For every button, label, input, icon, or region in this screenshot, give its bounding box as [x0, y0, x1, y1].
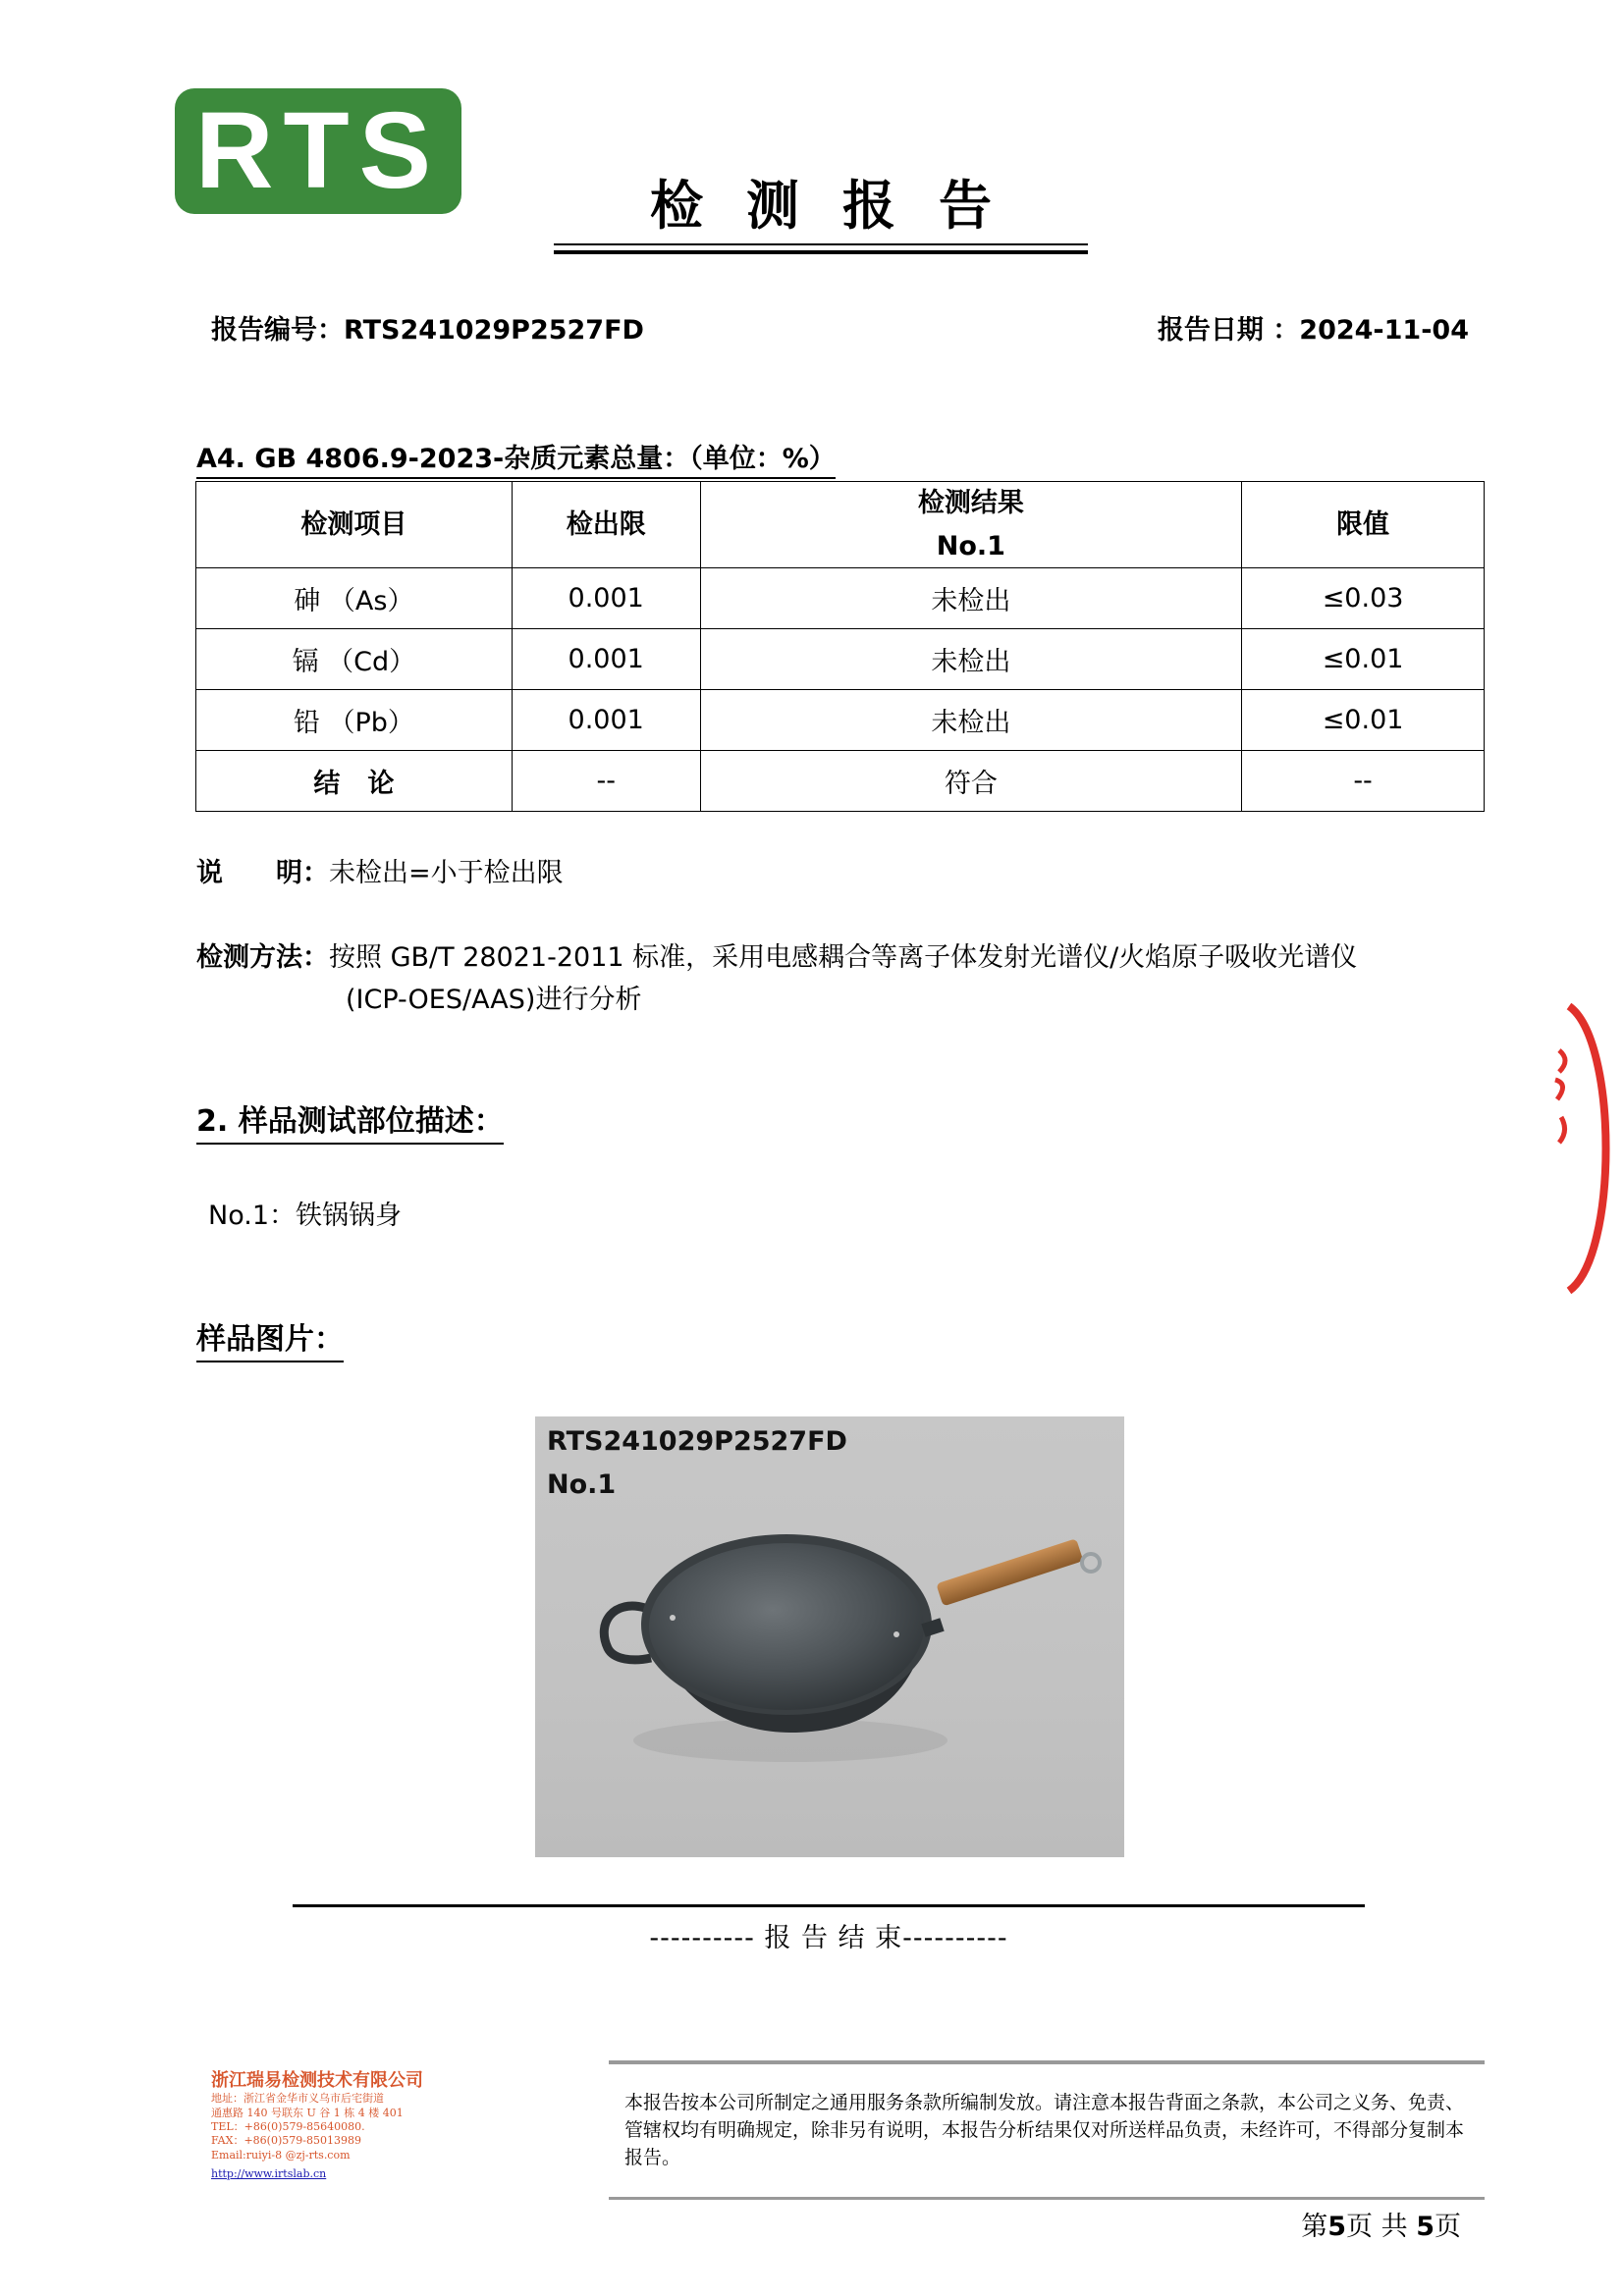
wok-wood-handle [936, 1538, 1083, 1606]
cell-limit: ≤0.03 [1242, 568, 1485, 629]
section-a4-heading: A4. GB 4806.9-2023-杂质元素总量：（单位：%） [196, 444, 836, 479]
end-rule [293, 1904, 1365, 1907]
cell-item [196, 690, 513, 751]
company-website-link[interactable]: http://www.irtslab.cn [211, 2166, 327, 2180]
cell-result: 未检出 [700, 690, 1242, 751]
wok-rivet [893, 1631, 899, 1637]
company-logo [175, 88, 461, 214]
page-number [1301, 2205, 1461, 2243]
report-date-value: 2024-11-04 [1299, 315, 1469, 346]
company-address-2: 通惠路 140 号联东 U 谷 1 栋 4 楼 401 [211, 2106, 404, 2119]
header-item: 检测项目 [196, 482, 513, 568]
item-name: 铅 [293, 708, 320, 738]
report-date-label: 报告日期 ： [1157, 315, 1300, 346]
explanation-label: 说 明： [196, 858, 329, 888]
page-middle: 页 共 [1346, 2212, 1417, 2242]
item-symbol: （Pb） [328, 708, 414, 738]
table-header-row [196, 482, 1485, 568]
wok-inner [649, 1543, 924, 1710]
header-result-label: 检测结果 [917, 488, 1024, 519]
seal-ring [1569, 1006, 1606, 1291]
cell-item [196, 629, 513, 690]
company-email: Email:ruiyi-8 @zj-rts.com [211, 2148, 351, 2162]
seal-characters [1555, 1050, 1565, 1143]
title-rule [554, 243, 1088, 245]
table-row [196, 568, 1485, 629]
method-label: 检测方法： [196, 942, 329, 973]
company-address-1: 地址：浙江省金华市义乌市后宅街道 [211, 2092, 384, 2106]
cell-conclusion-limit: -- [1242, 751, 1485, 812]
cell-item [196, 568, 513, 629]
item-name: 砷 [294, 586, 321, 616]
title-rule-thick [554, 250, 1088, 254]
sample-description: No.1：铁锅锅身 [208, 1201, 403, 1231]
wok-illustration [535, 1416, 1124, 1857]
cell-limit: ≤0.01 [1242, 690, 1485, 751]
company-seal-stamp [1549, 1001, 1624, 1296]
handle-hanging-ring [1082, 1554, 1100, 1572]
disclaimer-rule-top [609, 2060, 1485, 2064]
header-limit: 限值 [1242, 482, 1485, 568]
table-row [196, 629, 1485, 690]
header-detect-limit: 检出限 [512, 482, 700, 568]
photo-report-number: RTS241029P2527FD [547, 1426, 847, 1457]
company-fax: FAX：+86(0)579-85013989 [211, 2134, 361, 2148]
report-number [211, 308, 644, 347]
cell-conclusion-label: 结论 [196, 751, 513, 812]
item-name: 镉 [292, 647, 319, 677]
page-total: 5 [1416, 2212, 1435, 2242]
sample-photo [535, 1416, 1124, 1857]
company-name: 浙江瑞易检测技术有限公司 [211, 2070, 423, 2091]
page-current: 5 [1327, 2212, 1347, 2242]
report-title: 检测报告 [650, 174, 1035, 237]
cell-limit: ≤0.01 [1242, 629, 1485, 690]
cell-detect-limit: 0.001 [512, 690, 700, 751]
sample-position-heading: 2. 样品测试部位描述： [196, 1103, 504, 1145]
report-number-label: 报告编号： [211, 315, 344, 346]
page-suffix: 页 [1435, 2212, 1461, 2242]
header-result [700, 482, 1242, 568]
cell-detect-limit: 0.001 [512, 629, 700, 690]
item-symbol: （Cd） [327, 647, 416, 677]
company-tel: TEL：+86(0)579-85640080. [211, 2119, 365, 2133]
cell-result: 未检出 [700, 568, 1242, 629]
company-info [211, 2069, 423, 2183]
method-text-line1: 按照 GB/T 28021-2011 标准，采用电感耦合等离子体发射光谱仪/火焰原子吸收光谱仪 [329, 942, 1358, 973]
header-sample-no: No.1 [936, 530, 1005, 561]
results-table [195, 481, 1485, 812]
table-row [196, 690, 1485, 751]
explanation-text: 未检出=小于检出限 [329, 858, 564, 888]
wok-rivet [670, 1615, 676, 1621]
disclaimer-rule-bottom [609, 2197, 1485, 2200]
cell-conclusion-detect-limit: -- [512, 751, 700, 812]
logo-text: RTS [195, 90, 441, 211]
method-note [196, 936, 1485, 1021]
conclusion-row [196, 751, 1485, 812]
end-of-report: ---------- 报 告 结 束---------- [649, 1923, 1008, 1953]
page-prefix: 第 [1301, 2212, 1328, 2242]
report-number-value: RTS241029P2527FD [344, 315, 644, 346]
cell-detect-limit: 0.001 [512, 568, 700, 629]
photo-sample-no: No.1 [547, 1469, 617, 1500]
item-symbol: （As） [328, 586, 414, 616]
explanation-note [196, 852, 564, 894]
cell-conclusion-result: 符合 [700, 751, 1242, 812]
cell-result: 未检出 [700, 629, 1242, 690]
report-date [1158, 308, 1469, 347]
disclaimer-text: 本报告按本公司所制定之通用服务条款所编制发放。请注意本报告背面之条款，本公司之义务、免责、管辖权均有明确规定，除非另有说明，本报告分析结果仅对所送样品负责，未经许可，不得部分复制本报告。 [624, 2092, 1465, 2168]
method-text-line2: (ICP-OES/AAS)进行分析 [346, 985, 642, 1015]
sample-photo-heading: 样品图片： [196, 1321, 344, 1362]
